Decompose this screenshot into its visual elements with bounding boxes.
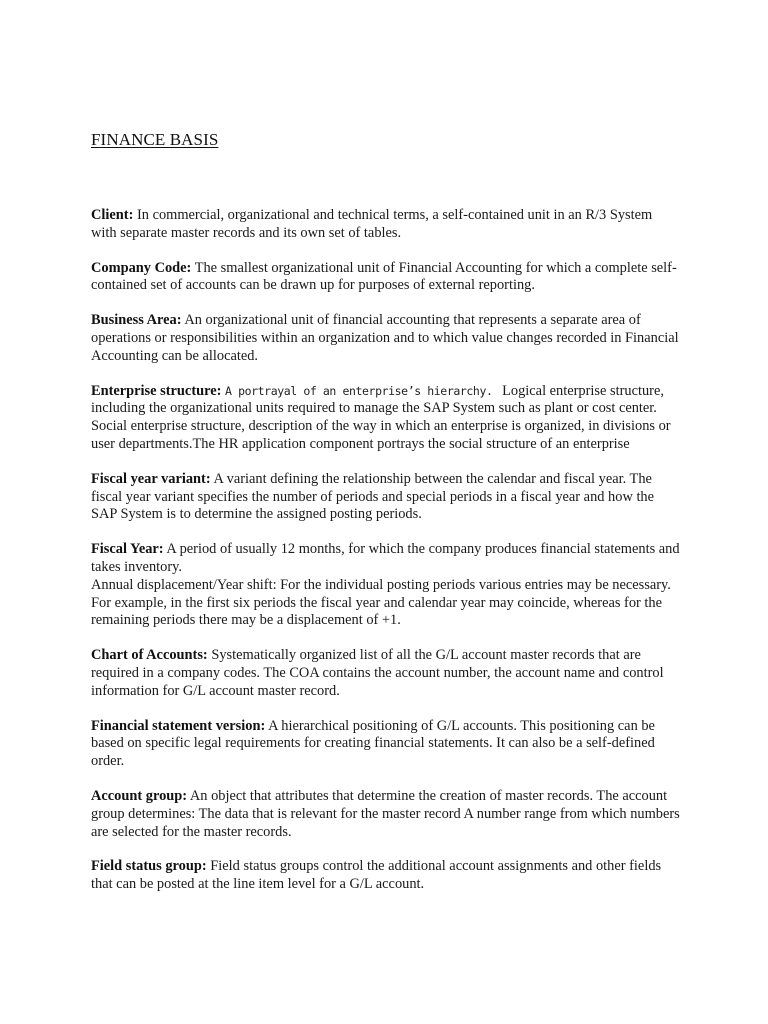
handwritten-note: A portrayal of an enterprise’s hierarchy. [225,383,493,398]
term-label: Financial statement version: [91,717,266,734]
term-label: Company Code: [91,259,192,276]
term-label: Client: [91,207,134,223]
definition-client [91,207,681,243]
definition-text: A period of usually 12 months, for which the company produces financial statements and takes inventory. [91,541,680,575]
definition-text: An object that attributes that determine the creation of master records. The account group determines: The data that is relevant for the master record A number range from which numbers are selected for the master records. [91,787,680,840]
term-label: Business Area: [91,312,182,329]
page-title: FINANCE BASIS [91,130,219,149]
term-label: Chart of Accounts: [91,647,208,664]
definition-text: Field status groups control the additional account assignments and other fields that can be posted at the line item level for a G/L account. [91,858,662,893]
definition-fiscal-year-variant [91,471,681,524]
definition-text: In commercial, organizational and technical terms, a self-contained unit in an R/3 System with separate master records and its own set of tables. [91,207,653,241]
definition-text: Systematically organized list of all the G/L account master records that are required in a company codes. The COA contains the account number, the account name and control information for G/L account master record. [91,647,664,699]
definition-field-status-group [91,858,681,894]
definition-company-code [91,260,681,296]
term-label: Fiscal Year: [91,541,164,558]
definition-financial-statement-version [91,718,681,771]
definition-account-group [91,788,681,841]
definition-text: The smallest organizational unit of Financial Accounting for which a complete self-contained set of accounts can be drawn up for purposes of external reporting. [91,259,677,294]
term-label: Fiscal year variant: [91,470,211,487]
definition-enterprise-structure [91,383,681,454]
definition-business-area [91,312,681,365]
term-label: Field status group: [91,858,207,875]
definition-chart-of-accounts [91,647,681,700]
definition-extra-text: Annual displacement/Year shift: For the individual posting periods various entries may be necessary. For example, in the first six periods the fiscal year and calendar year may coincide, whereas for the remaining periods there may be a displacement of +1. [91,576,671,629]
definition-text: A hierarchical positioning of G/L accounts. This positioning can be based on specific legal requirements for creating financial statements. It can also be a self-defined order. [91,717,655,770]
term-label: Account group: [91,787,188,804]
definition-text: Logical enterprise structure, including the organizational units required to manage the SAP System such as plant or cost center. Social enterprise structure, description of the way in which an enterprise is organized, in divisions or user departments.The HR application component portrays the social structure of an enterprise [91,382,671,452]
term-label: Enterprise structure: [91,382,222,399]
definition-text: An organizational unit of financial accounting that represents a separate area of operations or responsibilities within an organization and to which value changes recorded in Financial Accounting can be allocated. [91,312,679,364]
definition-fiscal-year [91,541,681,630]
definition-list [91,207,681,911]
definition-text: A variant defining the relationship between the calendar and fiscal year. The fiscal year variant specifies the number of periods and special periods in a fiscal year and how the SAP System is to determine the assigned posting periods. [91,470,655,523]
